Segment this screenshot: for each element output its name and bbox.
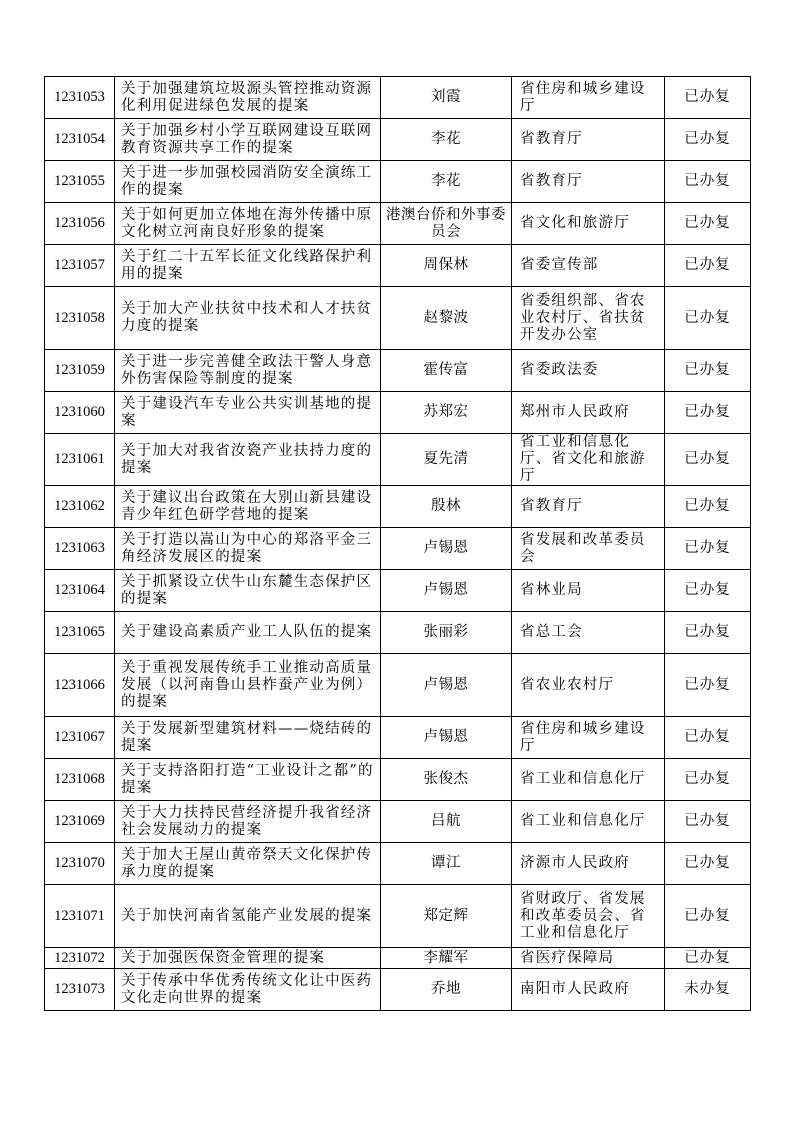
table-row [45, 486, 751, 528]
proposer-name: 刘霞 [381, 77, 512, 119]
proposal-number: 1231061 [45, 434, 115, 486]
handling-department: 省委组织部、省农业农村厅、省扶贫开发办公室 [512, 287, 665, 350]
proposer-name: 卢锡恩 [381, 717, 512, 759]
proposer-name: 李耀军 [381, 948, 512, 969]
proposer-name: 夏先清 [381, 434, 512, 486]
table-row [45, 161, 751, 203]
table-row [45, 350, 751, 392]
status-text: 已办复 [665, 486, 751, 528]
status-text: 已办复 [665, 392, 751, 434]
table-row [45, 969, 751, 1011]
table-row [45, 759, 751, 801]
handling-department: 郑州市人民政府 [512, 392, 665, 434]
handling-department: 省工业和信息化厅 [512, 801, 665, 843]
table-row [45, 717, 751, 759]
status-text: 已办复 [665, 570, 751, 612]
status-text: 已办复 [665, 801, 751, 843]
table-row [45, 654, 751, 717]
status-text: 已办复 [665, 717, 751, 759]
status-text: 已办复 [665, 119, 751, 161]
status-text: 未办复 [665, 969, 751, 1011]
proposal-number: 1231063 [45, 528, 115, 570]
proposal-title: 关于加大王屋山黄帝祭天文化保护传承力度的提案 [115, 843, 381, 885]
proposer-name: 霍传富 [381, 350, 512, 392]
table-row [45, 843, 751, 885]
table-row [45, 245, 751, 287]
proposal-number: 1231069 [45, 801, 115, 843]
proposer-name: 赵黎波 [381, 287, 512, 350]
table-row [45, 434, 751, 486]
status-text: 已办复 [665, 287, 751, 350]
status-text: 已办复 [665, 759, 751, 801]
status-text: 已办复 [665, 350, 751, 392]
handling-department: 南阳市人民政府 [512, 969, 665, 1011]
proposal-title: 关于大力扶持民营经济提升我省经济社会发展动力的提案 [115, 801, 381, 843]
status-text: 已办复 [665, 77, 751, 119]
handling-department: 省林业局 [512, 570, 665, 612]
handling-department: 济源市人民政府 [512, 843, 665, 885]
handling-department: 省工业和信息化厅、省文化和旅游厅 [512, 434, 665, 486]
proposal-title: 关于建议出台政策在大别山新县建设青少年红色研学营地的提案 [115, 486, 381, 528]
table-row [45, 801, 751, 843]
proposal-number: 1231060 [45, 392, 115, 434]
proposer-name: 张丽彩 [381, 612, 512, 654]
proposal-title: 关于如何更加立体地在海外传播中原文化树立河南良好形象的提案 [115, 203, 381, 245]
status-text: 已办复 [665, 203, 751, 245]
proposal-number: 1231067 [45, 717, 115, 759]
proposal-title: 关于加大产业扶贫中技术和人才扶贫力度的提案 [115, 287, 381, 350]
handling-department: 省委政法委 [512, 350, 665, 392]
proposal-title: 关于进一步加强校园消防安全演练工作的提案 [115, 161, 381, 203]
status-text: 已办复 [665, 434, 751, 486]
proposal-title: 关于加快河南省氢能产业发展的提案 [115, 885, 381, 948]
table-row [45, 203, 751, 245]
table-row [45, 948, 751, 969]
proposal-title: 关于建设汽车专业公共实训基地的提案 [115, 392, 381, 434]
status-text: 已办复 [665, 161, 751, 203]
handling-department: 省教育厅 [512, 119, 665, 161]
proposal-table-body [45, 77, 751, 1011]
handling-department: 省文化和旅游厅 [512, 203, 665, 245]
proposer-name: 李花 [381, 119, 512, 161]
proposal-number: 1231068 [45, 759, 115, 801]
proposer-name: 卢锡恩 [381, 570, 512, 612]
proposal-title: 关于加强建筑垃圾源头管控推动资源化利用促进绿色发展的提案 [115, 77, 381, 119]
handling-department: 省农业农村厅 [512, 654, 665, 717]
table-row [45, 528, 751, 570]
table-row [45, 119, 751, 161]
proposal-number: 1231056 [45, 203, 115, 245]
proposal-number: 1231054 [45, 119, 115, 161]
proposal-number: 1231073 [45, 969, 115, 1011]
proposer-name: 周保林 [381, 245, 512, 287]
handling-department: 省住房和城乡建设厅 [512, 717, 665, 759]
proposal-title: 关于加强乡村小学互联网建设互联网教育资源共享工作的提案 [115, 119, 381, 161]
handling-department: 省医疗保障局 [512, 948, 665, 969]
proposer-name: 吕航 [381, 801, 512, 843]
proposal-number: 1231071 [45, 885, 115, 948]
proposer-name: 乔地 [381, 969, 512, 1011]
status-text: 已办复 [665, 528, 751, 570]
status-text: 已办复 [665, 843, 751, 885]
proposer-name: 张俊杰 [381, 759, 512, 801]
proposal-number: 1231055 [45, 161, 115, 203]
proposal-number: 1231070 [45, 843, 115, 885]
proposer-name: 港澳台侨和外事委员会 [381, 203, 512, 245]
proposal-title: 关于建设高素质产业工人队伍的提案 [115, 612, 381, 654]
proposal-number: 1231066 [45, 654, 115, 717]
table-row [45, 287, 751, 350]
proposal-number: 1231065 [45, 612, 115, 654]
handling-department: 省教育厅 [512, 486, 665, 528]
table-row [45, 570, 751, 612]
proposal-title: 关于进一步完善健全政法干警人身意外伤害保险等制度的提案 [115, 350, 381, 392]
proposal-title: 关于加大对我省汝瓷产业扶持力度的提案 [115, 434, 381, 486]
proposer-name: 殷林 [381, 486, 512, 528]
status-text: 已办复 [665, 654, 751, 717]
table-row [45, 392, 751, 434]
handling-department: 省财政厅、省发展和改革委员会、省工业和信息化厅 [512, 885, 665, 948]
handling-department: 省工业和信息化厅 [512, 759, 665, 801]
proposal-title: 关于红二十五军长征文化线路保护利用的提案 [115, 245, 381, 287]
proposer-name: 卢锡恩 [381, 528, 512, 570]
proposal-number: 1231064 [45, 570, 115, 612]
proposer-name: 郑定辉 [381, 885, 512, 948]
proposal-number: 1231057 [45, 245, 115, 287]
table-row [45, 885, 751, 948]
proposal-number: 1231053 [45, 77, 115, 119]
proposer-name: 李花 [381, 161, 512, 203]
proposal-title: 关于发展新型建筑材料——烧结砖的提案 [115, 717, 381, 759]
proposal-number: 1231062 [45, 486, 115, 528]
proposal-title: 关于传承中华优秀传统文化让中医药文化走向世界的提案 [115, 969, 381, 1011]
status-text: 已办复 [665, 885, 751, 948]
handling-department: 省发展和改革委员会 [512, 528, 665, 570]
proposal-title: 关于重视发展传统手工业推动高质量发展（以河南鲁山县柞蚕产业为例）的提案 [115, 654, 381, 717]
status-text: 已办复 [665, 245, 751, 287]
proposer-name: 卢锡恩 [381, 654, 512, 717]
proposal-title: 关于打造以嵩山为中心的郑洛平金三角经济发展区的提案 [115, 528, 381, 570]
handling-department: 省总工会 [512, 612, 665, 654]
proposal-title: 关于支持洛阳打造“工业设计之都”的提案 [115, 759, 381, 801]
proposal-title: 关于加强医保资金管理的提案 [115, 948, 381, 969]
proposal-number: 1231059 [45, 350, 115, 392]
proposer-name: 谭江 [381, 843, 512, 885]
proposer-name: 苏郑宏 [381, 392, 512, 434]
table-row [45, 612, 751, 654]
proposal-table [44, 76, 751, 1011]
proposal-number: 1231058 [45, 287, 115, 350]
handling-department: 省教育厅 [512, 161, 665, 203]
status-text: 已办复 [665, 612, 751, 654]
proposal-title: 关于抓紧设立伏牛山东麓生态保护区的提案 [115, 570, 381, 612]
table-row [45, 77, 751, 119]
status-text: 已办复 [665, 948, 751, 969]
handling-department: 省委宣传部 [512, 245, 665, 287]
proposal-number: 1231072 [45, 948, 115, 969]
handling-department: 省住房和城乡建设厅 [512, 77, 665, 119]
